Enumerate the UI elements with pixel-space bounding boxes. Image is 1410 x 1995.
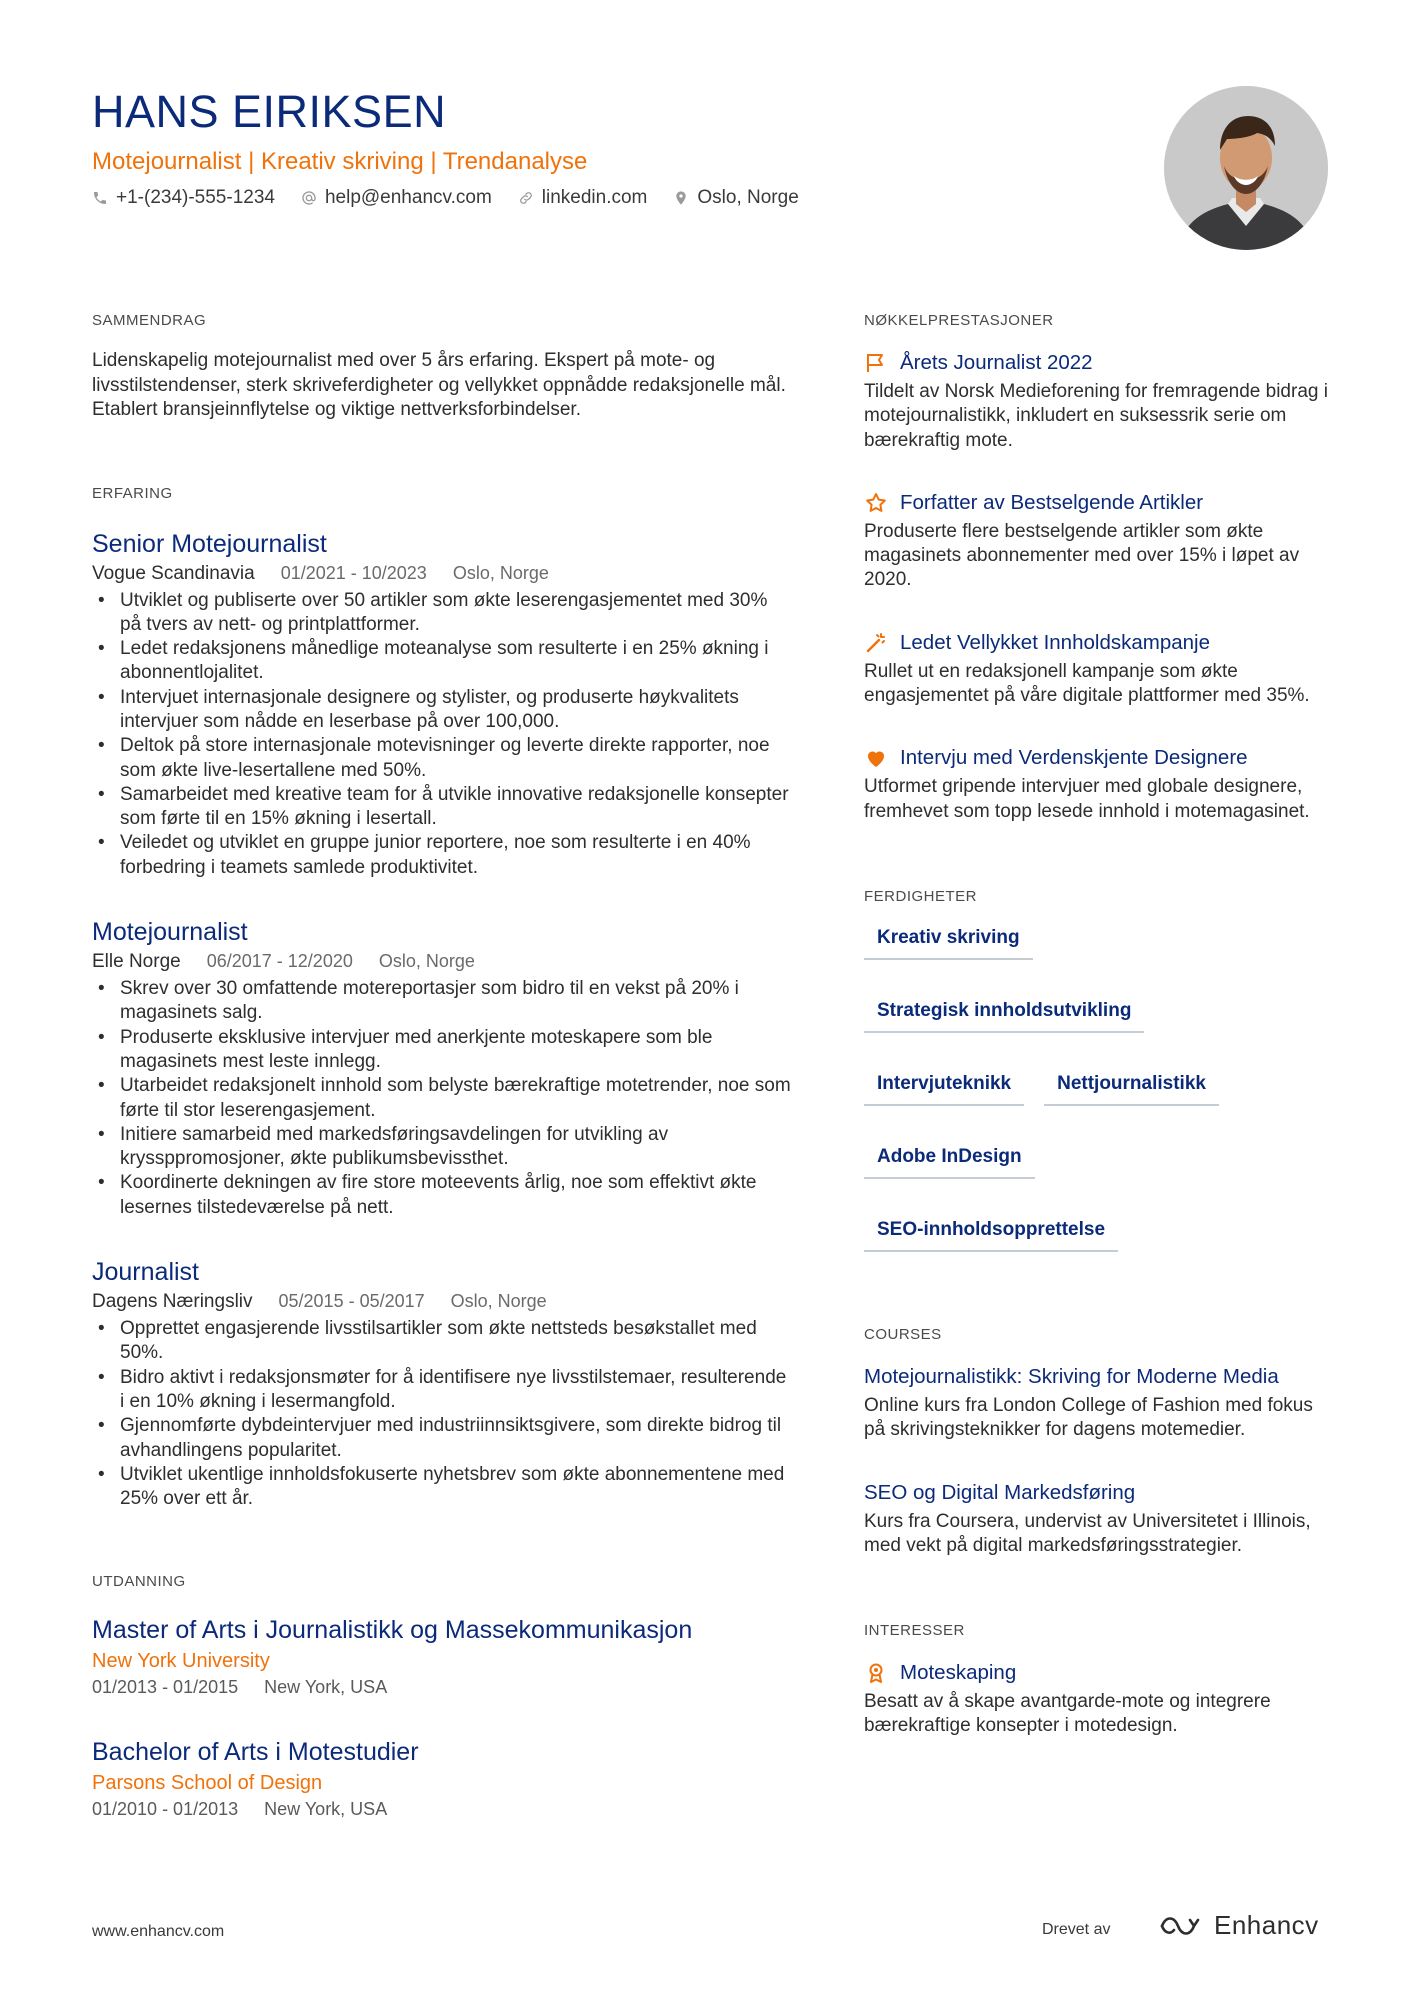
courses-section: [864, 1326, 1334, 1558]
job-bullet: • Deltok på store internasjonale motevisninger og leverte direkte rapporter, noe som økte live-lesertallene med 50%.: [92, 734, 792, 783]
skill-tag: SEO-innholdsopprettelse: [864, 1219, 1118, 1252]
job-meta: [92, 1291, 792, 1313]
left-column: [92, 312, 792, 1820]
job-bullets: [92, 589, 792, 881]
achievement-title-row: [864, 631, 1334, 655]
star-icon: [864, 491, 888, 515]
course-desc: Online kurs fra London College of Fashion med fokus på skrivingsteknikker for dagens motemedier.: [864, 1394, 1313, 1441]
flag-icon: [864, 351, 888, 375]
achievement-title: Ledet Vellykket Innholdskampanje: [900, 630, 1210, 654]
job-entry: [92, 1258, 792, 1511]
experience-heading: ERFARING: [92, 484, 173, 502]
education-school: Parsons School of Design: [92, 1772, 323, 1795]
courses-heading: COURSES: [864, 1325, 942, 1343]
candidate-tagline: Motejournalist | Kreativ skriving | Trendanalyse: [92, 148, 588, 175]
contact-location: [673, 187, 798, 209]
education-location: New York, USA: [264, 1677, 388, 1698]
achievements-heading: NØKKELPRESTASJONER: [864, 312, 1054, 329]
interest-title: Moteskaping: [900, 1661, 1017, 1685]
education-entry: [92, 1738, 792, 1820]
education-meta: [92, 1677, 792, 1698]
achievement-item: [864, 351, 1334, 453]
enhancv-logo-icon: [1160, 1914, 1206, 1938]
heart-icon: [864, 746, 888, 770]
education-degree: Master of Arts i Journalistikk og Massekommunikasjon: [92, 1616, 693, 1645]
job-location: Oslo, Norge: [378, 951, 475, 972]
education-meta: [92, 1799, 792, 1820]
job-meta: [92, 563, 792, 585]
achievement-title-row: [864, 491, 1334, 515]
job-bullet: • Opprettet engasjerende livsstilsartikler som økte nettsteds besøkstallet med 50%.: [92, 1317, 792, 1366]
contact-phone: [92, 187, 275, 209]
right-column: [864, 312, 1334, 1739]
job-bullets: [92, 1317, 792, 1511]
achievement-title: Intervju med Verdenskjente Designere: [900, 746, 1248, 770]
skill-tag: Intervjuteknikk: [864, 1073, 1024, 1106]
achievement-item: [864, 746, 1334, 824]
job-location: Oslo, Norge: [450, 1291, 547, 1312]
job-bullet: • Utviklet og publiserte over 50 artikler som økte leserengasjementet med 30% på tvers av nett- og printplattformer.: [92, 589, 792, 638]
brand-text: Enhancv: [1214, 1910, 1319, 1940]
job-meta: [92, 951, 792, 973]
job-entry: [92, 530, 792, 881]
achievements-section: [864, 312, 1334, 824]
job-company: Dagens Næringsliv: [92, 1291, 253, 1313]
education-section: [92, 1573, 792, 1820]
job-bullet: • Koordinerte dekningen av fire store moteevents årlig, noe som effektivt økte lesernes tilstedeværelse på nett.: [92, 1171, 792, 1220]
magic-wand-icon: [864, 631, 888, 655]
skills-list: [864, 927, 1334, 1252]
job-bullet: • Gjennomførte dybdeintervjuer med industriinnsiktsgivere, som direkte bidrog til avhandlingens popularitet.: [92, 1414, 792, 1463]
linkedin-text: linkedin.com: [541, 187, 648, 208]
skills-heading: FERDIGHETER: [864, 887, 978, 905]
education-school: New York University: [92, 1650, 270, 1673]
job-location: Oslo, Norge: [452, 562, 549, 583]
course-item: [864, 1481, 1334, 1559]
phone-icon: [92, 190, 108, 206]
achievement-desc: Utformet gripende intervjuer med globale designere, fremhevet som topp lesede innhold i motemagasinet.: [864, 776, 1310, 822]
education-entry: [92, 1616, 792, 1698]
achievement-item: [864, 491, 1334, 593]
job-bullets: [92, 977, 792, 1220]
job-title: Journalist: [92, 1258, 199, 1287]
phone-text: +1-(234)-555-1234: [116, 187, 275, 208]
course-title: Motejournalistikk: Skriving for Moderne Media: [864, 1364, 1279, 1388]
job-bullet: • Utarbeidet redaksjonelt innhold som belyste bærekraftige motetrender, noe som førte til stor leserengasjement.: [92, 1074, 792, 1123]
job-dates: 01/2021 - 10/2023: [280, 562, 427, 583]
achievement-item: [864, 631, 1334, 709]
skill-tag: Kreativ skriving: [864, 927, 1033, 960]
course-title: SEO og Digital Markedsføring: [864, 1480, 1136, 1504]
candidate-name: HANS EIRIKSEN: [92, 86, 447, 137]
job-dates: 05/2015 - 05/2017: [278, 1291, 425, 1312]
course-item: [864, 1365, 1334, 1443]
at-icon: [301, 190, 317, 206]
job-title: Senior Motejournalist: [92, 529, 327, 558]
job-bullet: • Initiere samarbeid med markedsføringsavdelingen for utvikling av kryssppromosjoner, økte publikumsbevissthet.: [92, 1123, 792, 1172]
profile-photo: [1164, 86, 1328, 250]
job-bullet: • Utviklet ukentlige innholdsfokuserte nyhetsbrev som økte abonnementene med 25% over ett år.: [92, 1463, 792, 1512]
contact-email[interactable]: [301, 187, 492, 209]
skill-tag: Nettjournalistikk: [1044, 1073, 1219, 1106]
location-text: Oslo, Norge: [697, 187, 799, 208]
avatar-portrait: [1164, 86, 1328, 250]
achievement-title: Forfatter av Bestselgende Artikler: [900, 490, 1204, 514]
summary-text: Lidenskapelig motejournalist med over 5 års erfaring. Ekspert på mote- og livsstilstendenser, sterk skriveferdigheter og vellykket oppnådde redaksjonelle mål. Etablert bransjeinnflytelse og viktige nettverksforbindelser.: [92, 350, 786, 420]
skills-section: [864, 888, 1334, 1252]
job-bullet: • Samarbeidet med kreative team for å utvikle innovative redaksjonelle konsepter som førte til en 15% økning i lesertall.: [92, 783, 792, 832]
summary-heading: SAMMENDRAG: [92, 312, 207, 329]
job-dates: 06/2017 - 12/2020: [206, 951, 353, 972]
interest-desc: Besatt av å skape avantgarde-mote og integrere bærekraftige konsepter i motedesign.: [864, 1691, 1271, 1737]
contact-linkedin[interactable]: [518, 187, 648, 209]
footer-brand-logo[interactable]: [1160, 1910, 1319, 1941]
summary-section: [92, 312, 792, 423]
job-bullet: • Skrev over 30 omfattende motereportasjer som bidro til en vekst på 20% i magasinets salg.: [92, 977, 792, 1026]
footer-powered-by: Drevet av: [1042, 1921, 1111, 1938]
footer-website[interactable]: www.enhancv.com: [92, 1923, 225, 1940]
job-entry: [92, 918, 792, 1220]
interest-title-row: [864, 1661, 1334, 1685]
achievement-title-row: [864, 351, 1334, 375]
achievement-desc: Tildelt av Norsk Medieforening for fremragende bidrag i motejournalistikk, inkludert en suksessrik serie om bærekraftig mote.: [864, 381, 1328, 451]
interests-heading: INTERESSER: [864, 1622, 965, 1640]
education-dates: 01/2010 - 01/2013: [92, 1799, 239, 1820]
job-bullet: • Veiledet og utviklet en gruppe junior reportere, noe som resulterte i en 40% forbedring i teamets samlede produktivitet.: [92, 831, 792, 880]
interests-section: [864, 1622, 1334, 1739]
education-heading: UTDANNING: [92, 1573, 186, 1591]
location-pin-icon: [673, 190, 689, 206]
job-company: Elle Norge: [92, 951, 181, 973]
experience-section: [92, 485, 792, 1512]
skill-tag: Strategisk innholdsutvikling: [864, 1000, 1144, 1033]
email-text: help@enhancv.com: [324, 187, 492, 208]
education-location: New York, USA: [264, 1799, 388, 1820]
education-dates: 01/2013 - 01/2015: [92, 1677, 239, 1698]
job-bullet: • Intervjuet internasjonale designere og stylister, og produserte høykvalitets intervjuer som nådde en leserbase på over 100,000.: [92, 686, 792, 735]
achievement-desc: Produserte flere bestselgende artikler som økte magasinets abonnementer med over 15% i løpet av 2020.: [864, 520, 1300, 591]
interest-item: [864, 1661, 1334, 1739]
achievement-desc: Rullet ut en redaksjonell kampanje som økte engasjementet på våre digitale plattformer med 35%.: [864, 660, 1310, 707]
job-company: Vogue Scandinavia: [92, 562, 255, 584]
achievement-title: Årets Journalist 2022: [900, 351, 1093, 374]
course-desc: Kurs fra Coursera, undervist av Universitetet i Illinois, med vekt på digital markedsføringsstrategier.: [864, 1510, 1311, 1556]
award-icon: [864, 1661, 888, 1685]
job-bullet: • Produserte eksklusive intervjuer med anerkjente moteskapere som ble magasinets mest leste innlegg.: [92, 1026, 792, 1075]
skill-tag: Adobe InDesign: [864, 1146, 1035, 1179]
contact-bar: [92, 187, 799, 209]
achievement-title-row: [864, 746, 1334, 770]
link-icon: [518, 190, 534, 206]
job-bullet: • Bidro aktivt i redaksjonsmøter for å identifisere nye livsstilstemaer, resulterende i en 10% økning i lesermangfold.: [92, 1366, 792, 1415]
job-title: Motejournalist: [92, 918, 248, 947]
education-degree: Bachelor of Arts i Motestudier: [92, 1738, 419, 1767]
job-bullet: • Ledet redaksjonens månedlige moteanalyse som resulterte i en 25% økning i abonnentlojalitet.: [92, 637, 792, 686]
